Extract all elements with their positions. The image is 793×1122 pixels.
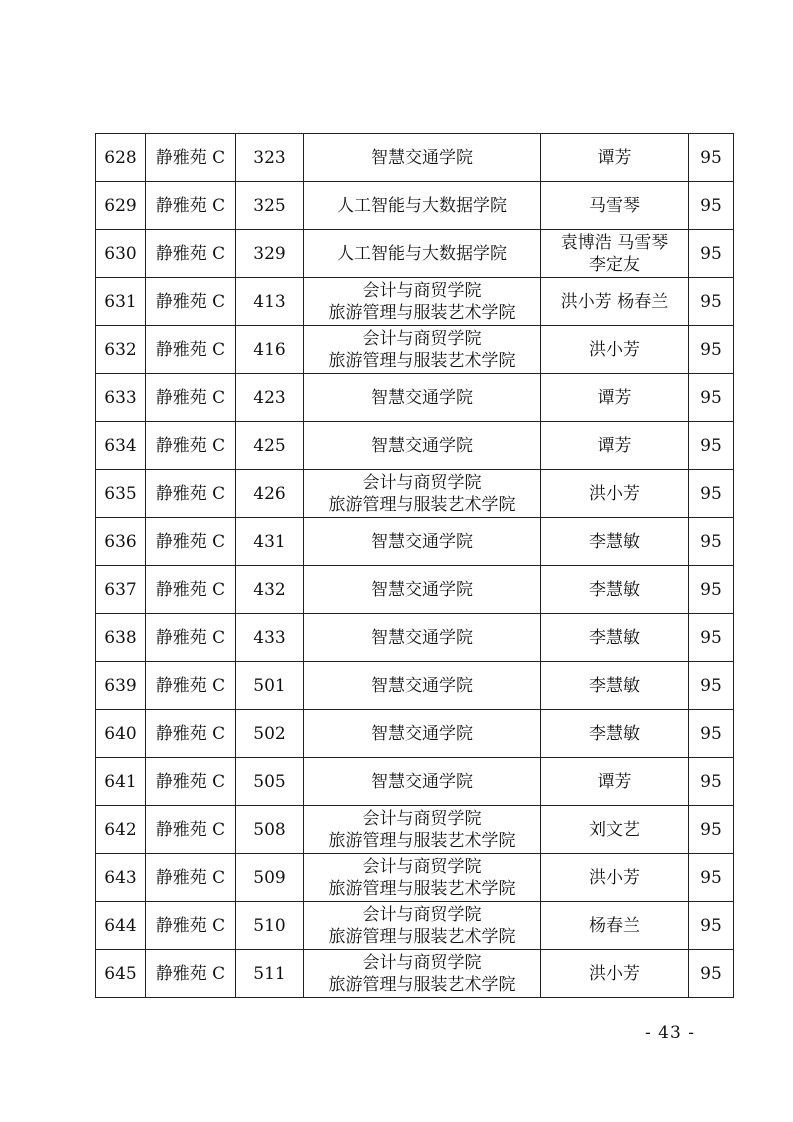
building-cell bbox=[146, 374, 236, 422]
college-cell bbox=[304, 326, 541, 374]
row-number-cell-text: 645 bbox=[104, 963, 137, 984]
building-cell bbox=[146, 518, 236, 566]
row-number-cell bbox=[96, 950, 146, 998]
college-cell-text: 智慧交通学院 bbox=[371, 387, 473, 408]
score-cell-text: 95 bbox=[700, 867, 722, 888]
teacher-cell-text: 洪小芳 bbox=[589, 483, 640, 504]
score-cell-text: 95 bbox=[700, 339, 722, 360]
college-cell-text: 智慧交通学院 bbox=[371, 531, 473, 552]
teacher-cell-text: 李慧敏 bbox=[589, 579, 640, 600]
building-cell bbox=[146, 134, 236, 182]
college-cell-text: 人工智能与大数据学院 bbox=[337, 243, 507, 264]
building-cell-text: 静雅苑 C bbox=[155, 531, 226, 552]
score-cell bbox=[689, 566, 734, 614]
college-cell-text: 会计与商贸学院 旅游管理与服装艺术学院 bbox=[328, 472, 516, 515]
score-cell-text: 95 bbox=[700, 435, 722, 456]
row-number-cell-text: 631 bbox=[104, 291, 137, 312]
building-cell bbox=[146, 566, 236, 614]
row-number-cell-text: 642 bbox=[104, 819, 137, 840]
score-cell bbox=[689, 326, 734, 374]
room-number-cell-text: 413 bbox=[253, 291, 286, 312]
room-number-cell bbox=[236, 806, 304, 854]
college-cell-text: 会计与商贸学院 旅游管理与服装艺术学院 bbox=[328, 808, 516, 851]
building-cell-text: 静雅苑 C bbox=[155, 339, 226, 360]
building-cell-text: 静雅苑 C bbox=[155, 771, 226, 792]
room-number-cell-text: 325 bbox=[253, 195, 286, 216]
college-cell bbox=[304, 614, 541, 662]
teacher-cell-text: 李慧敏 bbox=[589, 675, 640, 696]
building-cell bbox=[146, 182, 236, 230]
teacher-cell bbox=[541, 566, 689, 614]
row-number-cell bbox=[96, 518, 146, 566]
teacher-cell-text: 李慧敏 bbox=[589, 723, 640, 744]
score-cell-text: 95 bbox=[700, 579, 722, 600]
room-number-cell-text: 426 bbox=[253, 483, 286, 504]
room-number-cell bbox=[236, 710, 304, 758]
college-cell-text: 会计与商贸学院 旅游管理与服装艺术学院 bbox=[328, 952, 516, 995]
room-number-cell-text: 508 bbox=[253, 819, 286, 840]
row-number-cell-text: 640 bbox=[104, 723, 137, 744]
teacher-cell-text: 谭芳 bbox=[597, 147, 632, 168]
score-cell-text: 95 bbox=[700, 531, 722, 552]
building-cell-text: 静雅苑 C bbox=[155, 579, 226, 600]
building-cell bbox=[146, 470, 236, 518]
teacher-cell bbox=[541, 374, 689, 422]
room-number-cell bbox=[236, 518, 304, 566]
building-cell bbox=[146, 278, 236, 326]
teacher-cell bbox=[541, 710, 689, 758]
row-number-cell bbox=[96, 134, 146, 182]
score-cell-text: 95 bbox=[700, 771, 722, 792]
building-cell bbox=[146, 614, 236, 662]
building-cell-text: 静雅苑 C bbox=[155, 627, 226, 648]
college-cell bbox=[304, 230, 541, 278]
college-cell bbox=[304, 662, 541, 710]
room-number-cell bbox=[236, 422, 304, 470]
teacher-cell bbox=[541, 134, 689, 182]
table-body bbox=[96, 134, 734, 998]
teacher-cell-text: 李慧敏 bbox=[589, 531, 640, 552]
college-cell bbox=[304, 758, 541, 806]
college-cell bbox=[304, 806, 541, 854]
row-number-cell bbox=[96, 854, 146, 902]
room-number-cell-text: 433 bbox=[253, 627, 286, 648]
room-number-cell-text: 502 bbox=[253, 723, 286, 744]
room-number-cell bbox=[236, 134, 304, 182]
row-number-cell-text: 629 bbox=[104, 195, 137, 216]
building-cell-text: 静雅苑 C bbox=[155, 675, 226, 696]
score-cell-text: 95 bbox=[700, 483, 722, 504]
teacher-cell-text: 洪小芳 bbox=[589, 867, 640, 888]
row-number-cell-text: 636 bbox=[104, 531, 137, 552]
table-row bbox=[96, 854, 734, 902]
room-number-cell bbox=[236, 230, 304, 278]
room-number-cell bbox=[236, 470, 304, 518]
teacher-cell bbox=[541, 902, 689, 950]
score-cell bbox=[689, 902, 734, 950]
room-number-cell bbox=[236, 902, 304, 950]
score-cell bbox=[689, 614, 734, 662]
college-cell-text: 会计与商贸学院 旅游管理与服装艺术学院 bbox=[328, 280, 516, 323]
college-cell-text: 智慧交通学院 bbox=[371, 147, 473, 168]
teacher-cell bbox=[541, 950, 689, 998]
room-number-cell-text: 511 bbox=[253, 963, 286, 984]
teacher-cell bbox=[541, 758, 689, 806]
college-cell bbox=[304, 710, 541, 758]
building-cell-text: 静雅苑 C bbox=[155, 963, 226, 984]
teacher-cell bbox=[541, 854, 689, 902]
row-number-cell-text: 643 bbox=[104, 867, 137, 888]
room-number-cell bbox=[236, 374, 304, 422]
row-number-cell bbox=[96, 710, 146, 758]
teacher-cell-text: 李慧敏 bbox=[589, 627, 640, 648]
building-cell-text: 静雅苑 C bbox=[155, 387, 226, 408]
table-row bbox=[96, 902, 734, 950]
teacher-cell bbox=[541, 182, 689, 230]
score-cell bbox=[689, 374, 734, 422]
row-number-cell-text: 637 bbox=[104, 579, 137, 600]
college-cell bbox=[304, 422, 541, 470]
row-number-cell bbox=[96, 566, 146, 614]
score-cell bbox=[689, 182, 734, 230]
building-cell-text: 静雅苑 C bbox=[155, 723, 226, 744]
room-number-cell bbox=[236, 614, 304, 662]
room-number-cell bbox=[236, 326, 304, 374]
table-row bbox=[96, 470, 734, 518]
building-cell-text: 静雅苑 C bbox=[155, 819, 226, 840]
teacher-cell-text: 洪小芳 bbox=[589, 963, 640, 984]
teacher-cell bbox=[541, 230, 689, 278]
room-number-cell-text: 329 bbox=[253, 243, 286, 264]
teacher-cell bbox=[541, 806, 689, 854]
table-row bbox=[96, 566, 734, 614]
table-row bbox=[96, 614, 734, 662]
score-cell bbox=[689, 854, 734, 902]
score-cell-text: 95 bbox=[700, 147, 722, 168]
room-number-cell-text: 510 bbox=[253, 915, 286, 936]
page-number: - 43 - bbox=[645, 1023, 695, 1043]
building-cell bbox=[146, 326, 236, 374]
row-number-cell bbox=[96, 902, 146, 950]
building-cell bbox=[146, 950, 236, 998]
college-cell-text: 智慧交通学院 bbox=[371, 675, 473, 696]
table-row bbox=[96, 806, 734, 854]
score-cell-text: 95 bbox=[700, 627, 722, 648]
table-row bbox=[96, 326, 734, 374]
row-number-cell bbox=[96, 662, 146, 710]
college-cell-text: 智慧交通学院 bbox=[371, 627, 473, 648]
room-number-cell bbox=[236, 182, 304, 230]
building-cell-text: 静雅苑 C bbox=[155, 435, 226, 456]
room-number-cell-text: 431 bbox=[253, 531, 286, 552]
score-cell bbox=[689, 662, 734, 710]
room-number-cell-text: 432 bbox=[253, 579, 286, 600]
college-cell bbox=[304, 566, 541, 614]
building-cell bbox=[146, 854, 236, 902]
building-cell bbox=[146, 710, 236, 758]
row-number-cell bbox=[96, 374, 146, 422]
row-number-cell bbox=[96, 326, 146, 374]
college-cell-text: 智慧交通学院 bbox=[371, 723, 473, 744]
row-number-cell-text: 639 bbox=[104, 675, 137, 696]
building-cell-text: 静雅苑 C bbox=[155, 867, 226, 888]
teacher-cell bbox=[541, 470, 689, 518]
college-cell-text: 会计与商贸学院 旅游管理与服装艺术学院 bbox=[328, 328, 516, 371]
score-cell-text: 95 bbox=[700, 291, 722, 312]
teacher-cell-text: 谭芳 bbox=[597, 771, 632, 792]
teacher-cell-text: 杨春兰 bbox=[589, 915, 640, 936]
table-row bbox=[96, 950, 734, 998]
college-cell-text: 智慧交通学院 bbox=[371, 771, 473, 792]
table-row bbox=[96, 662, 734, 710]
teacher-cell bbox=[541, 278, 689, 326]
teacher-cell-text: 谭芳 bbox=[597, 435, 632, 456]
score-cell bbox=[689, 230, 734, 278]
row-number-cell-text: 638 bbox=[104, 627, 137, 648]
row-number-cell-text: 633 bbox=[104, 387, 137, 408]
table-row bbox=[96, 422, 734, 470]
table-row bbox=[96, 134, 734, 182]
room-number-cell-text: 416 bbox=[253, 339, 286, 360]
college-cell bbox=[304, 950, 541, 998]
score-cell bbox=[689, 278, 734, 326]
row-number-cell bbox=[96, 470, 146, 518]
building-cell bbox=[146, 806, 236, 854]
room-number-cell bbox=[236, 662, 304, 710]
dormitory-score-table bbox=[95, 133, 734, 998]
college-cell bbox=[304, 470, 541, 518]
row-number-cell-text: 632 bbox=[104, 339, 137, 360]
teacher-cell-text: 洪小芳 杨春兰 bbox=[560, 291, 669, 312]
score-cell bbox=[689, 422, 734, 470]
score-cell-text: 95 bbox=[700, 675, 722, 696]
room-number-cell-text: 505 bbox=[253, 771, 286, 792]
college-cell bbox=[304, 134, 541, 182]
teacher-cell bbox=[541, 614, 689, 662]
room-number-cell bbox=[236, 950, 304, 998]
college-cell-text: 会计与商贸学院 旅游管理与服装艺术学院 bbox=[328, 856, 516, 899]
room-number-cell bbox=[236, 566, 304, 614]
teacher-cell-text: 洪小芳 bbox=[589, 339, 640, 360]
row-number-cell-text: 641 bbox=[104, 771, 137, 792]
row-number-cell bbox=[96, 278, 146, 326]
table-row bbox=[96, 182, 734, 230]
building-cell-text: 静雅苑 C bbox=[155, 195, 226, 216]
row-number-cell-text: 635 bbox=[104, 483, 137, 504]
college-cell bbox=[304, 278, 541, 326]
building-cell bbox=[146, 230, 236, 278]
score-cell-text: 95 bbox=[700, 915, 722, 936]
college-cell-text: 会计与商贸学院 旅游管理与服装艺术学院 bbox=[328, 904, 516, 947]
building-cell-text: 静雅苑 C bbox=[155, 243, 226, 264]
score-cell bbox=[689, 470, 734, 518]
score-cell bbox=[689, 710, 734, 758]
building-cell bbox=[146, 662, 236, 710]
row-number-cell bbox=[96, 182, 146, 230]
college-cell bbox=[304, 374, 541, 422]
building-cell-text: 静雅苑 C bbox=[155, 915, 226, 936]
score-cell-text: 95 bbox=[700, 723, 722, 744]
table-row bbox=[96, 374, 734, 422]
building-cell-text: 静雅苑 C bbox=[155, 483, 226, 504]
score-cell-text: 95 bbox=[700, 243, 722, 264]
room-number-cell bbox=[236, 278, 304, 326]
room-number-cell-text: 423 bbox=[253, 387, 286, 408]
teacher-cell bbox=[541, 662, 689, 710]
score-cell-text: 95 bbox=[700, 963, 722, 984]
row-number-cell bbox=[96, 614, 146, 662]
score-cell-text: 95 bbox=[700, 195, 722, 216]
college-cell bbox=[304, 854, 541, 902]
room-number-cell-text: 425 bbox=[253, 435, 286, 456]
score-cell bbox=[689, 518, 734, 566]
room-number-cell bbox=[236, 758, 304, 806]
table-row bbox=[96, 758, 734, 806]
building-cell-text: 静雅苑 C bbox=[155, 291, 226, 312]
row-number-cell bbox=[96, 230, 146, 278]
room-number-cell-text: 509 bbox=[253, 867, 286, 888]
building-cell bbox=[146, 902, 236, 950]
score-cell-text: 95 bbox=[700, 819, 722, 840]
teacher-cell bbox=[541, 326, 689, 374]
row-number-cell bbox=[96, 806, 146, 854]
college-cell bbox=[304, 182, 541, 230]
college-cell-text: 智慧交通学院 bbox=[371, 435, 473, 456]
row-number-cell-text: 634 bbox=[104, 435, 137, 456]
table-row bbox=[96, 518, 734, 566]
room-number-cell-text: 323 bbox=[253, 147, 286, 168]
table-row bbox=[96, 278, 734, 326]
row-number-cell-text: 630 bbox=[104, 243, 137, 264]
row-number-cell bbox=[96, 422, 146, 470]
teacher-cell-text: 袁博浩 马雪琴 李定友 bbox=[560, 232, 669, 275]
college-cell bbox=[304, 902, 541, 950]
teacher-cell-text: 马雪琴 bbox=[589, 195, 640, 216]
room-number-cell-text: 501 bbox=[253, 675, 286, 696]
table-row bbox=[96, 710, 734, 758]
score-cell bbox=[689, 134, 734, 182]
row-number-cell bbox=[96, 758, 146, 806]
college-cell-text: 智慧交通学院 bbox=[371, 579, 473, 600]
row-number-cell-text: 644 bbox=[104, 915, 137, 936]
table-row bbox=[96, 230, 734, 278]
row-number-cell-text: 628 bbox=[104, 147, 137, 168]
college-cell bbox=[304, 518, 541, 566]
teacher-cell bbox=[541, 422, 689, 470]
teacher-cell-text: 谭芳 bbox=[597, 387, 632, 408]
score-cell bbox=[689, 950, 734, 998]
room-number-cell bbox=[236, 854, 304, 902]
college-cell-text: 人工智能与大数据学院 bbox=[337, 195, 507, 216]
teacher-cell bbox=[541, 518, 689, 566]
building-cell bbox=[146, 758, 236, 806]
score-cell bbox=[689, 758, 734, 806]
teacher-cell-text: 刘文艺 bbox=[589, 819, 640, 840]
building-cell-text: 静雅苑 C bbox=[155, 147, 226, 168]
score-cell-text: 95 bbox=[700, 387, 722, 408]
score-cell bbox=[689, 806, 734, 854]
building-cell bbox=[146, 422, 236, 470]
